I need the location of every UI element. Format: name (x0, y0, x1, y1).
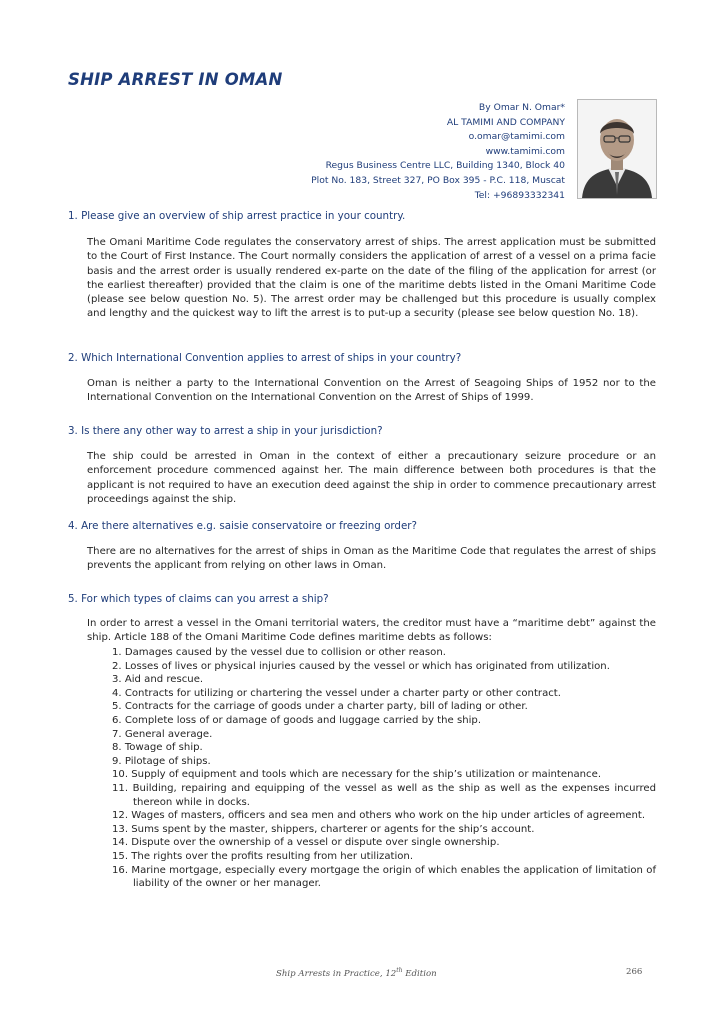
author-portrait-icon (578, 100, 656, 198)
list-item: 7. General average. (112, 728, 213, 740)
list-item: 11. Building, repairing and equipping of the vessel as well as the ship as well as the expenses incurred thereon while in docks. (112, 782, 656, 808)
author-address-line2: Plot No. 183, Street 327, PO Box 395 - P.C. 118, Muscat (311, 174, 565, 186)
list-item: 1. Damages caused by the vessel due to collision or other reason. (112, 647, 446, 658)
answer-3: The ship could be arrested in Oman in the context of either a precautionary seizure procedure or an enforcement procedure commenced against her. The main difference between both procedures is that the applicant is not required to have an execution deed against the ship in order to commence precautionary arrest proceedings against the ship. (87, 451, 656, 505)
author-website[interactable]: www.tamimi.com (485, 145, 565, 157)
author-address-line1: Regus Business Centre LLC, Building 1340, Block 40 (325, 160, 565, 172)
page-number: 266 (626, 967, 643, 977)
author-telephone: Tel: +96893332341 (474, 189, 565, 201)
answer-5: In order to arrest a vessel in the Omani territorial waters, the creditor must have a “maritime debt” against the ship. Article 188 of the Omani Maritime Code defines maritime debts as follows: (87, 618, 656, 644)
list-item: 5. Contracts for the carriage of goods under a charter party, bill of lading or other. (112, 701, 528, 713)
list-item: 12. Wages of masters, officers and sea men and others who work on the hip under articles of agreement. (112, 810, 646, 822)
list-item: 3. Aid and rescue. (112, 674, 204, 686)
page-title: SHIP ARREST IN OMAN (68, 70, 283, 89)
list-item: 9. Pilotage of ships. (112, 755, 211, 767)
footer-superscript: th (396, 967, 403, 974)
list-item: 8. Towage of ship. (112, 742, 203, 754)
author-email[interactable]: o.omar@tamimi.com (468, 131, 565, 143)
question-2: 2. Which International Convention applies to arrest of ships in your country? (68, 352, 462, 364)
answer-1: The Omani Maritime Code regulates the conservatory arrest of ships. The arrest application must be submitted to the Court of First Instance. The Court normally considers the application of arrest of a vessel on a prima facie basis and the arrest order is usually rendered ex-parte on the date of the filing of the application for arrest (or the earliest thereafter) provided that the claim is one of the maritime debts listed in the Omani Maritime Code (please see below question No. 5). The arrest order may be challenged but this procedure is usually complex and lengthy and the quickest way to lift the arrest is to put-up a security (please see below question No. 18). (87, 237, 656, 320)
footer-title-text: Ship Arrests in Practice, 12 (276, 968, 397, 979)
question-5: 5. For which types of claims can you arrest a ship? (68, 593, 329, 605)
list-item: 4. Contracts for utilizing or chartering the vessel under a charter party or other contract. (112, 687, 561, 699)
author-photo (577, 99, 657, 199)
answer-4: There are no alternatives for the arrest of ships in Oman as the Maritime Code that regulates the arrest of ships prevents the applicant from relying on other laws in Oman. (87, 546, 656, 572)
question-1: 1. Please give an overview of ship arrest practice in your country. (68, 210, 406, 222)
author-firm: AL TAMIMI AND COMPANY (446, 116, 565, 128)
list-item: 2. Losses of lives or physical injuries caused by the vessel or which has originated from utilization. (112, 660, 610, 672)
list-item: 16. Marine mortgage, especially every mortgage the origin of which enables the application of limitation of liability of the owner or her manager. (112, 864, 656, 890)
list-item: 13. Sums spent by the master, shippers, charterer or agents for the ship’s account. (112, 823, 535, 835)
footer-title-suffix: Edition (402, 968, 437, 979)
question-4: 4. Are there alternatives e.g. saisie conservatoire or freezing order? (68, 520, 417, 532)
answer-2: Oman is neither a party to the International Convention on the Arrest of Seagoing Ships of 1952 nor to the International Convention on the International Convention on the Arrest of Ships of 1999. (87, 378, 656, 404)
question-3: 3. Is there any other way to arrest a ship in your jurisdiction? (68, 425, 383, 437)
author-block (311, 101, 565, 203)
list-item: 6. Complete loss of or damage of goods and luggage carried by the ship. (112, 714, 482, 726)
maritime-debts-list (112, 646, 656, 891)
footer-title (276, 967, 437, 979)
list-item: 10. Supply of equipment and tools which are necessary for the ship’s utilization or maintenance. (112, 769, 602, 781)
list-item: 15. The rights over the profits resulting from her utilization. (112, 850, 414, 862)
author-name: By Omar N. Omar* (478, 102, 565, 113)
list-item: 14. Dispute over the ownership of a vessel or dispute over single ownership. (112, 837, 500, 849)
